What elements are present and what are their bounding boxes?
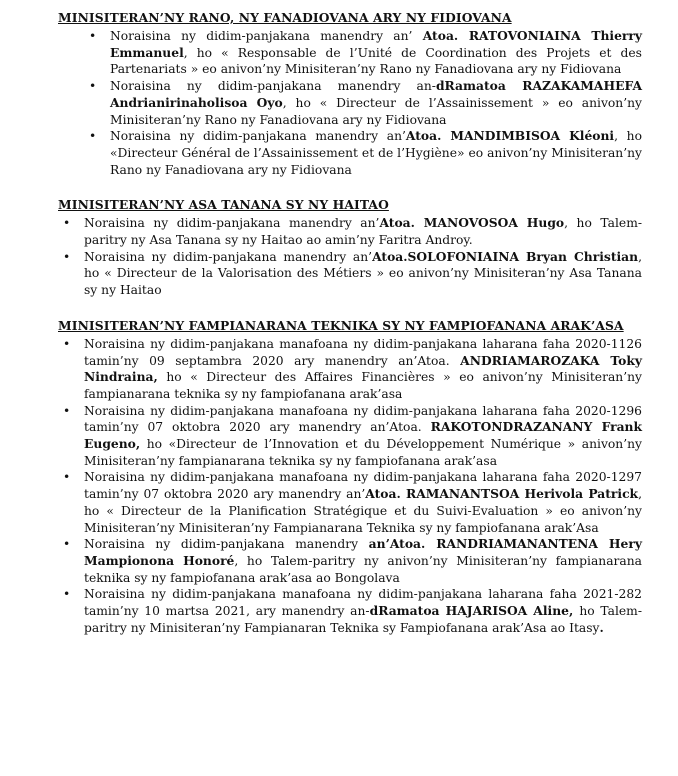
item-text: , ho Talem-paritry ny anivon’ny Minisiteran’ny fampianarana teknika sy ny fampiofanana arak’asa ao Bongolava [84,553,642,585]
bullet-icon: • [63,336,71,351]
item-text: ho Talem-paritry ny Minisiteran’ny Fampianaran Teknika sy Fampiofanana arak’Asa ao Itasy [84,604,642,635]
section-title: MINISITERAN’NY FAMPIANARANA TEKNIKA SY NY FAMPIOFANANA ARAK’ASA [58,317,624,333]
item-text: Noraisina ny didim-panjakana manendry an- [110,79,436,94]
item-text: , ho « Directeur de la Planification Stratégique et du Suivi-Evaluation » eo anivon’ny Minisiteran’ny Minisiteran’ny Fampianarana Teknika sy ny fampiofanana arak’Asa [84,487,642,535]
item-text: , ho « Directeur de l’Assainissement » eo anivon’ny Minisiteran’ny Rano ny Fanadiovana ary ny Fidiovana [110,95,642,127]
item-text: Noraisina ny didim-panjakana manafoana ny didim-panjakana laharana faha 2020-1297 tamin’ny 07 oktobra 2020 ary manendry an’ [84,470,642,502]
bullet-icon: • [63,216,71,231]
bullet-icon: • [89,79,97,94]
item-text: ho «Directeur de l’Innovation et du Développement Numérique » anivon’ny Minisiteran’ny fampianarana teknika sy ny fampiofanana arak’asa [84,437,642,468]
list-item [58,336,642,403]
bullet-icon: • [63,587,71,602]
item-text: Noraisina ny didim-panjakana manafoana ny didim-panjakana laharana faha 2020-1296 tamin’ny 07 oktobra 2020 ary manendry an’Atoa. [84,403,642,435]
bullet-icon: • [63,470,71,485]
item-text: , ho «Directeur Général de l’Assainissement et de l’Hygiène» eo anivon’ny Minisiteran’ny Rano ny Fanadiovana ary ny Fidiovana [110,129,642,177]
appointee-name: dRamatoa HAJARISOA Aline, [369,603,580,619]
bullet-icon: • [89,29,97,43]
item-text: Noraisina ny didim-panjakana manafoana ny didim-panjakana laharana faha 2020-1126 tamin’ny 09 septambra 2020 ary manendry an’Atoa. [84,336,642,368]
appointment-list [58,28,642,178]
bullet-icon: • [63,403,71,418]
item-text: Noraisina ny didim-panjakana manendry an’ [84,249,373,264]
appointee-name: Atoa.SOLOFONIAINA Bryan Christian [372,248,639,264]
item-text: Noraisina ny didim-panjakana manafoana ny didim-panjakana laharana faha 2021-282 tamin’ny 10 martsa 2021, ary manendry an- [84,587,642,619]
section-asa-tanana [58,197,642,299]
item-text: , ho « Directeur de la Valorisation des Métiers » eo anivon’ny Minisiteran’ny Asa Tanana sy ny Haitao [84,249,642,298]
appointee-name: Atoa. MANOVOSOA Hugo [379,215,565,231]
appointee-name: an’Atoa. RANDRIAMANANTENA Hery Mampionona Honoré [84,536,642,568]
section-title: MINISITERAN’NY ASA TANANA SY NY HAITAO [58,197,389,213]
appointee-name: RAKOTONDRAZANANY Frank Eugeno, [84,419,642,452]
appointee-name: Atoa. MANDIMBISOA Kléoni [405,128,615,144]
list-item [58,249,642,299]
item-text: Noraisina ny didim-panjakana manendry an’ [110,29,423,43]
list-item [58,536,642,586]
list-item [58,586,642,636]
section-fampianarana-teknika [58,318,642,637]
list-item [58,403,642,470]
section-title: MINISITERAN’NY RANO, NY FANADIOVANA ARY NY FIDIOVANA [58,10,512,25]
item-text: , ho « Responsable de l’Unité de Coordination des Projets et des Partenariats » eo anivon’ny Minisiteran’ny Rano ny Fanadiovana ary ny Fidiovana [110,45,642,77]
appointment-list [58,336,642,637]
item-text: Noraisina ny didim-panjakana manendry [84,537,369,552]
list-item [84,78,642,128]
item-text: Noraisina ny didim-panjakana manendry an’ [84,216,380,231]
appointment-list [58,215,642,299]
section-rano [58,10,642,178]
bullet-icon: • [63,537,71,552]
list-item [58,469,642,536]
item-text: Noraisina ny didim-panjakana manendry an’ [110,129,406,144]
item-text: , ho Talem-paritry ny Asa Tanana sy ny Haitao ao amin’ny Faritra Androy. [84,216,643,248]
item-text: ho « Directeur des Affaires Financières » eo anivon’ny Minisiteran’ny fampianarana teknika sy ny fampiofanana arak’asa [84,370,642,401]
bullet-icon: • [63,249,71,264]
appointee-name: Atoa. RATOVONIAINA Thierry Emmanuel [110,28,643,60]
appointee-name: Atoa. RAMANANTSOA Herivola Patrick [365,486,639,502]
appointee-name: dRamatoa RAZAKAMAHEFA Andrianirinaholisoa Oyo [110,78,642,110]
list-item [84,128,642,178]
list-item [58,215,642,248]
appointee-name: ANDRIAMAROZAKA Toky Nindraina, [84,352,642,385]
item-text: . [599,619,604,635]
list-item [84,28,642,78]
bullet-icon: • [89,129,97,144]
